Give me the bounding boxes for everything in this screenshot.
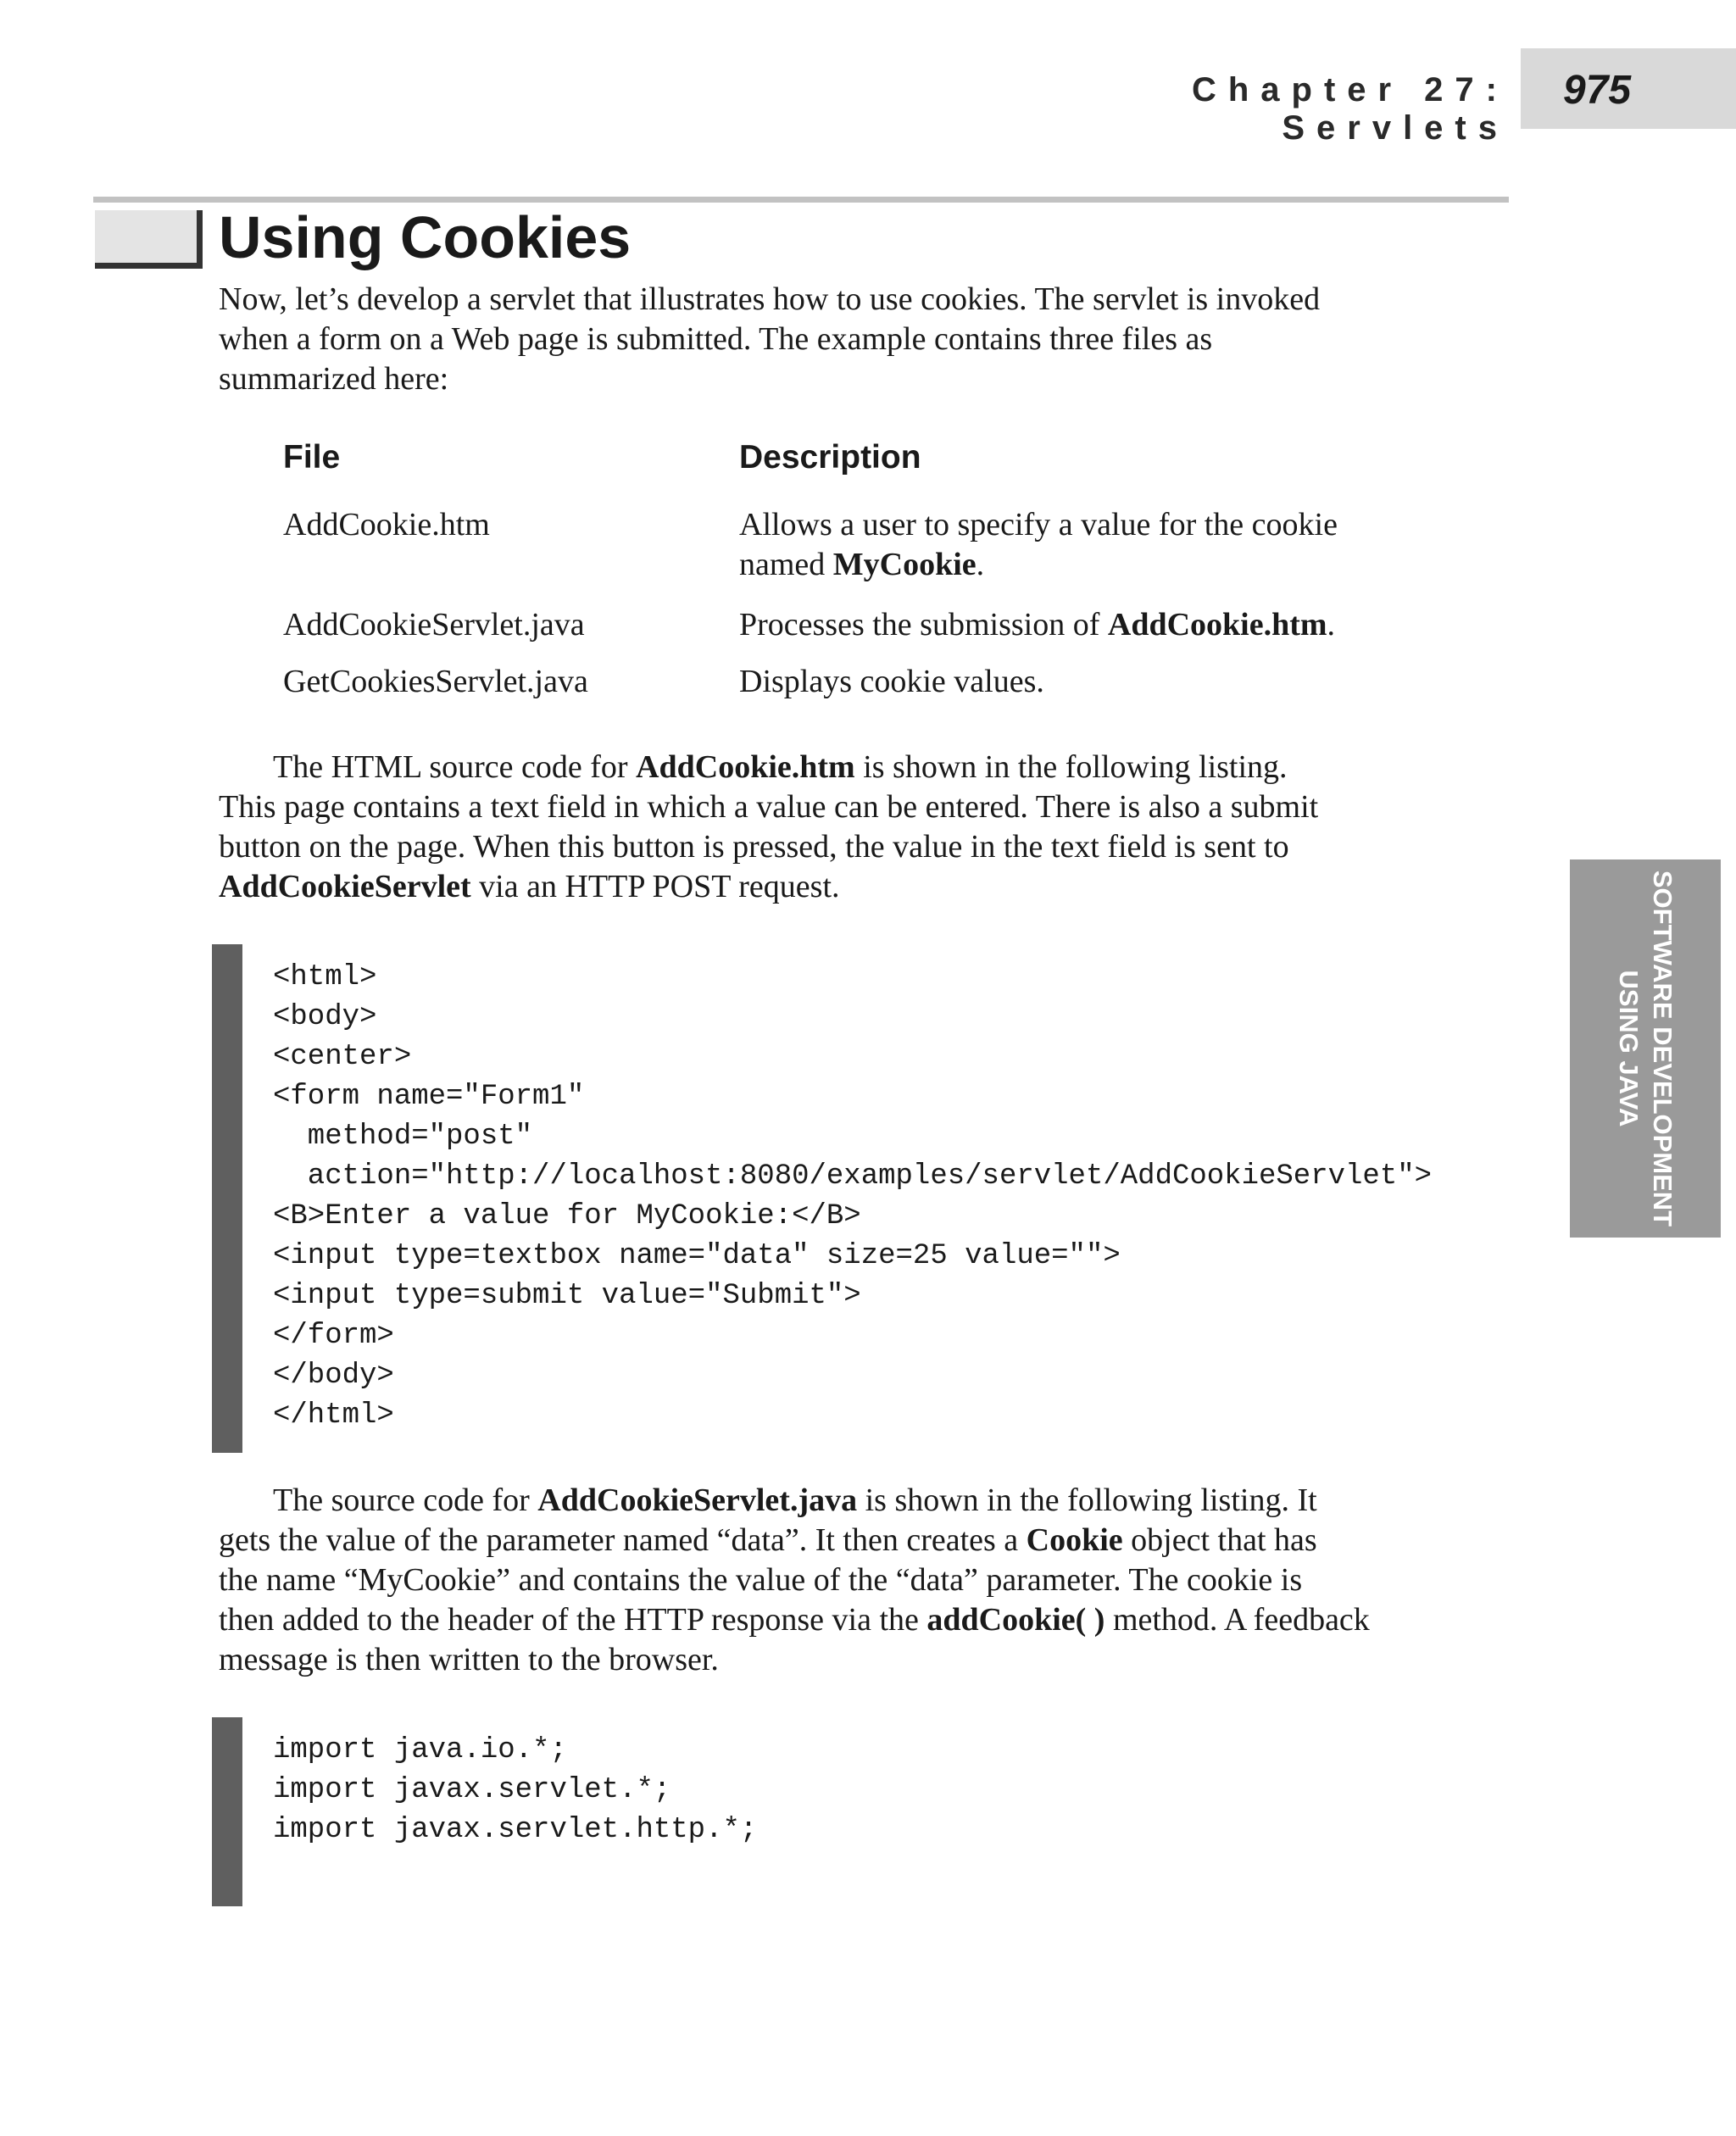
running-head: Chapter 27: Servlets xyxy=(1191,71,1509,147)
paragraph-line xyxy=(219,867,1516,907)
desc-text: named xyxy=(739,547,833,582)
intro-line: summarized here: xyxy=(219,361,449,397)
table-header-file: File xyxy=(283,439,341,476)
text: object that has xyxy=(1122,1522,1317,1558)
table-header-description: Description xyxy=(739,439,921,476)
text: then added to the header of the HTTP response via the xyxy=(219,1602,927,1638)
table-cell-file: AddCookieServlet.java xyxy=(283,607,585,642)
code-listing-bar xyxy=(212,1717,242,1906)
code-listing-bar xyxy=(212,944,242,1453)
desc-text: Allows a user to specify a value for the cookie xyxy=(739,507,1338,542)
desc-text: . xyxy=(1327,607,1336,642)
paragraph-line: message is then written to the browser. xyxy=(219,1642,719,1677)
body-paragraph xyxy=(219,1481,1516,1680)
page-number-box xyxy=(1521,48,1736,129)
paragraph-line: button on the page. When this button is pressed, the value in the text field is sent to xyxy=(219,829,1289,865)
bold-text: Cookie xyxy=(1026,1522,1123,1558)
paragraph-line: This page contains a text field in which a value can be entered. There is also a submit xyxy=(219,789,1319,825)
text: via an HTTP POST request. xyxy=(470,869,840,904)
section-title: Using Cookies xyxy=(219,204,632,270)
paragraph-line xyxy=(219,1600,1516,1640)
heading-marker-box xyxy=(95,210,203,269)
text: is shown in the following listing. xyxy=(854,749,1288,785)
page-number: 975 xyxy=(1563,68,1632,113)
paragraph-line xyxy=(219,1481,1516,1521)
desc-bold: MyCookie xyxy=(832,547,976,582)
desc-text: Processes the submission of xyxy=(739,607,1108,642)
bold-text: addCookie( ) xyxy=(926,1602,1105,1638)
intro-paragraph xyxy=(219,280,1516,399)
table-cell-file: GetCookiesServlet.java xyxy=(283,664,588,699)
text: The source code for xyxy=(273,1482,538,1518)
table-cell-description xyxy=(739,505,1338,585)
text: is shown in the following listing. It xyxy=(857,1482,1317,1518)
body-paragraph xyxy=(219,748,1516,907)
paragraph-line xyxy=(219,748,1516,787)
text: method. A feedback xyxy=(1104,1602,1370,1638)
section-rule xyxy=(93,197,1509,203)
bold-text: AddCookie.htm xyxy=(636,749,855,785)
table-cell-description xyxy=(739,605,1335,645)
side-tab-line: SOFTWARE DEVELOPMENT xyxy=(1648,870,1678,1227)
side-tab-text xyxy=(1570,859,1721,1238)
desc-bold: AddCookie.htm xyxy=(1107,607,1327,642)
code-listing-html: <html> <body> <center> <form name="Form1" method="post" action="http://localhost:8080/examples/servlet/AddCookieServlet"> <B>Enter a value for MyCookie:</B> <input type=textbox name="data" size=25 value=""> <input type=submit value="Submit"> </form> </body> </html> xyxy=(273,961,1433,1432)
paragraph-line: the name “MyCookie” and contains the value of the “data” parameter. The cookie is xyxy=(219,1562,1303,1598)
text: The HTML source code for xyxy=(273,749,637,785)
bold-text: AddCookieServlet.java xyxy=(537,1482,858,1518)
text: gets the value of the parameter named “data”. It then creates a xyxy=(219,1522,1027,1558)
intro-line: when a form on a Web page is submitted. The example contains three files as xyxy=(219,321,1213,357)
side-tab xyxy=(1570,859,1721,1238)
intro-line: Now, let’s develop a servlet that illustrates how to use cookies. The servlet is invoked xyxy=(219,281,1321,317)
paragraph-line xyxy=(219,1521,1516,1560)
side-tab-line: USING JAVA xyxy=(1614,970,1644,1127)
table-cell-file: AddCookie.htm xyxy=(283,507,490,542)
bold-text: AddCookieServlet xyxy=(219,869,471,904)
table-cell-description: Displays cookie values. xyxy=(739,664,1044,699)
desc-text: . xyxy=(976,547,985,582)
code-listing-java: import java.io.*; import javax.servlet.*; import javax.servlet.http.*; xyxy=(273,1734,758,1846)
